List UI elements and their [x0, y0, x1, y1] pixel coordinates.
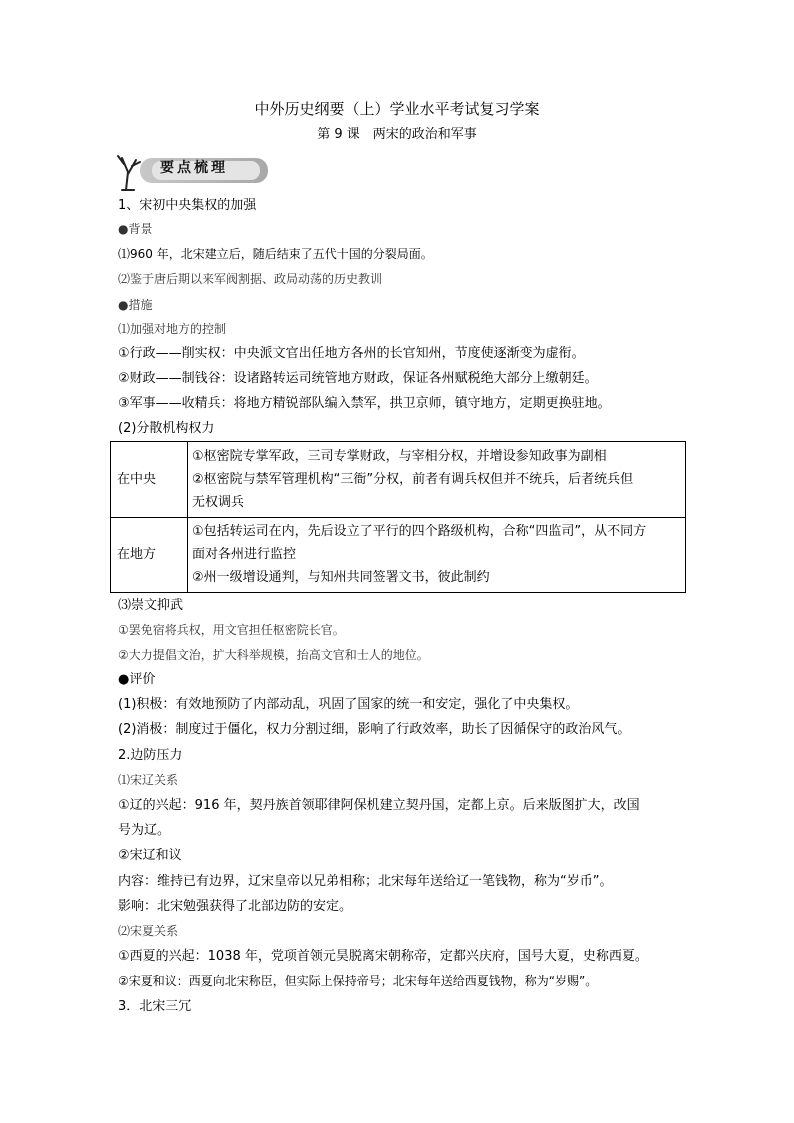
bare-tree-icon: [118, 156, 140, 190]
subheading: ⑶崇文抑武: [118, 598, 184, 613]
table-row-header: 在地方: [111, 517, 188, 593]
table-cell: [188, 442, 686, 518]
subheading: ②宋辽和议: [118, 848, 182, 863]
table-cell-line: 面对各州进行监控: [192, 547, 297, 563]
paragraph: ②大力提倡文治，扩大科举规模，抬高文官和士人的地位。: [118, 648, 429, 662]
document-title: 中外历史纲要（上）学业水平考试复习学案: [254, 100, 540, 118]
table-cell-line: ②州一级增设通判，与知州共同签署文书，彼此制约: [192, 570, 490, 586]
table-cell: [188, 517, 686, 593]
table-cell-line: ①枢密院专掌军政，三司专掌财政，与宰相分权，并增设参知政事为副相: [192, 448, 607, 464]
paragraph: (1)积极：有效地预防了内部动乱，巩固了国家的统一和安定，强化了中央集权。: [118, 697, 579, 712]
paragraph: ②宋夏和议：西夏向北宋称臣，但实际上保持帝号；北宋每年送给西夏钱物，称为“岁赐”。: [118, 974, 598, 988]
section-banner-label: 要点梳理: [160, 160, 228, 176]
paragraph: ①罢免宿将兵权，用文官担任枢密院长官。: [118, 623, 345, 637]
paragraph: ①辽的兴起：916 年，契丹族首领耶律阿保机建立契丹国，定都上京。后来版图扩大，改国: [118, 798, 640, 813]
table-row-header: 在中央: [111, 442, 188, 518]
table-cell-line: ①包括转运司在内，先后设立了平行的四个路级机构，合称“四监司”，从不同方: [192, 524, 647, 540]
bullet-heading: ●背景: [118, 222, 153, 236]
section-heading: 1、宋初中央集权的加强: [118, 198, 257, 213]
subheading: ⑴加强对地方的控制: [118, 322, 227, 336]
paragraph: (2)消极：制度过于僵化，权力分割过细，影响了行政效率，助长了因循保守的政治风气。: [118, 722, 631, 737]
subheading: ⑵宋夏关系: [118, 924, 179, 938]
paragraph: ③军事——收精兵：将地方精锐部队编入禁军，拱卫京师，镇守地方，定期更换驻地。: [118, 396, 611, 411]
bullet-heading: ●措施: [118, 298, 153, 312]
subheading: ⑴宋辽关系: [118, 773, 179, 787]
power-division-table: [110, 441, 686, 593]
paragraph: ①西夏的兴起：1038 年，党项首领元昊脱离宋朝称帝，定都兴庆府，国号大夏，史称西夏。: [118, 949, 648, 964]
table-row: [111, 442, 686, 518]
table-cell-line: ②枢密院与禁军管理机构“三衙”分权，前者有调兵权但并不统兵，后者统兵但: [192, 471, 634, 487]
paragraph: 影响：北宋勉强获得了北部边防的安定。: [118, 899, 353, 914]
bullet-heading: ●评价: [118, 672, 156, 687]
paragraph: ⑵鉴于唐后期以来军阀割据、政局动荡的历史教训: [118, 272, 383, 286]
paragraph: 号为辽。: [118, 823, 171, 838]
lesson-title: 第 9 课 两宋的政治和军事: [317, 127, 477, 142]
table-row: [111, 517, 686, 593]
subheading: (2)分散机构权力: [118, 421, 215, 436]
section-heading: 3．北宋三冗: [118, 999, 192, 1014]
section-heading: 2.边防压力: [118, 748, 183, 763]
table-cell-line: 无权调兵: [192, 494, 245, 510]
paragraph: ①行政——削实权：中央派文官出任地方各州的长官知州，节度使逐渐变为虚衔。: [118, 346, 585, 361]
paragraph: ⑴960 年，北宋建立后，随后结束了五代十国的分裂局面。: [118, 247, 433, 261]
paragraph: ②财政——制钱谷：设诸路转运司统管地方财政，保证各州赋税绝大部分上缴朝廷。: [118, 371, 598, 386]
paragraph: 内容：维持已有边界，辽宋皇帝以兄弟相称；北宋每年送给辽一笔钱物，称为“岁币”。: [118, 874, 613, 889]
